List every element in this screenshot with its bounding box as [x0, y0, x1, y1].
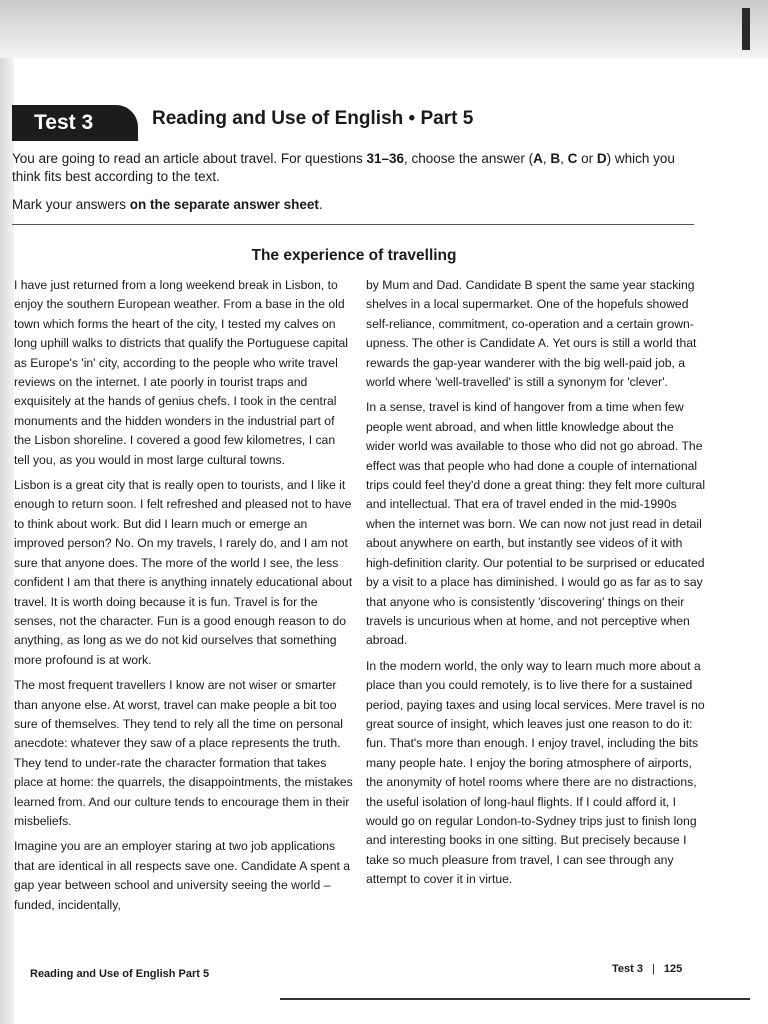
article-title: The experience of travelling — [251, 247, 457, 264]
page-number: 125 — [663, 963, 683, 975]
option-a: A — [533, 151, 543, 166]
article-column-left — [14, 276, 354, 921]
scan-edge-mark — [742, 8, 750, 50]
instruction-intro: You are going to read an article about travel. For questions 31–36, choose the answer (A, B, C or D) which you think fits best according to the text. — [12, 151, 675, 184]
article-column-right — [366, 276, 706, 896]
question-range: 31–36 — [366, 151, 405, 166]
scan-shadow-top — [0, 0, 768, 58]
mark-text: Mark your answers — [12, 197, 130, 212]
intro-text: You are going to read an article about travel. For questions — [12, 151, 367, 166]
article-paragraph: In the modern world, the only way to learn much more about a place than you could remotely, is to live there for a sustained period, paying taxes and using local services. Mere travel is no great source of insight, which leaves just one reason to do it: fun. That's more than enough. I enjoy travel, including the bits many people hate. I enjoy the boring atmosphere of airports, the anonymity of hotel rooms where there are no distractions, the useful isolation of long-haul flights. If I could afford it, I would go on regular London-to-Sydney trips just to finish long and interesting books in one sitting. But precisely because I take so much pleasure from travel, I can see through any attempt to cover it in virtue. — [366, 658, 705, 887]
divider-line — [12, 224, 694, 225]
footer-test-label: Test 3 — [612, 963, 643, 975]
intro-text-mid: , choose the answer ( — [404, 151, 534, 166]
option-b: B — [550, 151, 561, 166]
page-header — [12, 103, 712, 143]
footer-rule — [280, 998, 750, 1000]
instructions — [12, 150, 702, 224]
instruction-mark — [12, 196, 702, 214]
option-d: D — [596, 151, 607, 166]
option-or: or — [577, 151, 597, 166]
footer-section-label: Reading and Use of English Part 5 — [30, 968, 210, 980]
article-paragraph: Imagine you are an employer staring at two job applications that are identical in all respects save one. Candidate A spent a gap year between school and university seeing the world – funded, incidentally, — [14, 839, 351, 912]
article-paragraph: by Mum and Dad. Candidate B spent the same year stacking shelves in a local supermarket. One of the hopefuls showed self-reliance, commitment, co-operation and a certain grown-upness. The other is Candidate A. Yet ours is still a world that rewards the gap-year wanderer with the big well-paid job, a world where 'well-travelled' is still a synonym for 'clever'. — [366, 278, 697, 390]
footer-page-info — [612, 963, 682, 975]
article-paragraph: I have just returned from a long weekend break in Lisbon, to enjoy the southern European weather. From a base in the old town which forms the heart of the city, I tested my calves on long uphill walks to districts that qualify the Portuguese capital as Europe's 'in' city, according to the people who write travel reviews on the internet. I ate poorly in tourist traps and exquisitely at the hands of genius chefs. I took in the central monuments and the hidden wonders in the industrial part of the Lisbon shoreline. I covered a good few kilometres, I can tell you, as you would in most large cultural towns. — [14, 278, 348, 467]
test-label-tab: Test 3 — [12, 105, 138, 141]
footer-separator: | — [651, 963, 655, 975]
article-paragraph: Lisbon is a great city that is really open to tourists, and I like it enough to return soon. I felt refreshed and pleased not to have to think about work. But did I learn much or emerge an improved person? No. On my travels, I rarely do, and I am not sure that anyone does. The more of the world I see, the less confident I am that there is anything innately educational about travel. It is worth doing because it is fun. Travel is for the senses, not the character. Fun is a good enough reason to do anything, as long as we do not kid ourselves that something more profound is at work. — [14, 478, 353, 667]
mark-text-end: . — [318, 197, 323, 212]
article-paragraph: In a sense, travel is kind of hangover from a time when few people went abroad, and when little knowledge about the wider world was available to those who did not go abroad. The effect was that people who had done a couple of international trips could feel they'd done a great thing: they felt more cultural and intellectual. That era of travel ended in the mid-1990s when the internet was born. We can now not just read in detail about anywhere on earth, but instantly see videos of it with high-definition clarity. Our potential to be surprised or educated by a visit to a place has diminished. I would go as far as to say that anyone who is consistently 'discovering' things on their travels is uncurious when at home, and not perceptive when abroad. — [366, 400, 706, 648]
option-c: C — [567, 151, 578, 166]
article-paragraph: The most frequent travellers I know are not wiser or smarter than anyone else. At worst, travel can make people a bit too sure of themselves. They tend to rely all the time on personal anecdote: whatever they saw of a place represents the truth. They tend to under-rate the character formation that takes place at home: the quarrels, the disappointments, the mistakes learned from. And our culture tends to encourage them in their misbeliefs. — [14, 678, 353, 828]
intro-text-post: ) which you think fits best according to the text. — [12, 151, 675, 184]
part-title: Reading and Use of English • Part 5 — [152, 108, 474, 129]
mark-text-bold: on the separate answer sheet — [129, 197, 319, 212]
